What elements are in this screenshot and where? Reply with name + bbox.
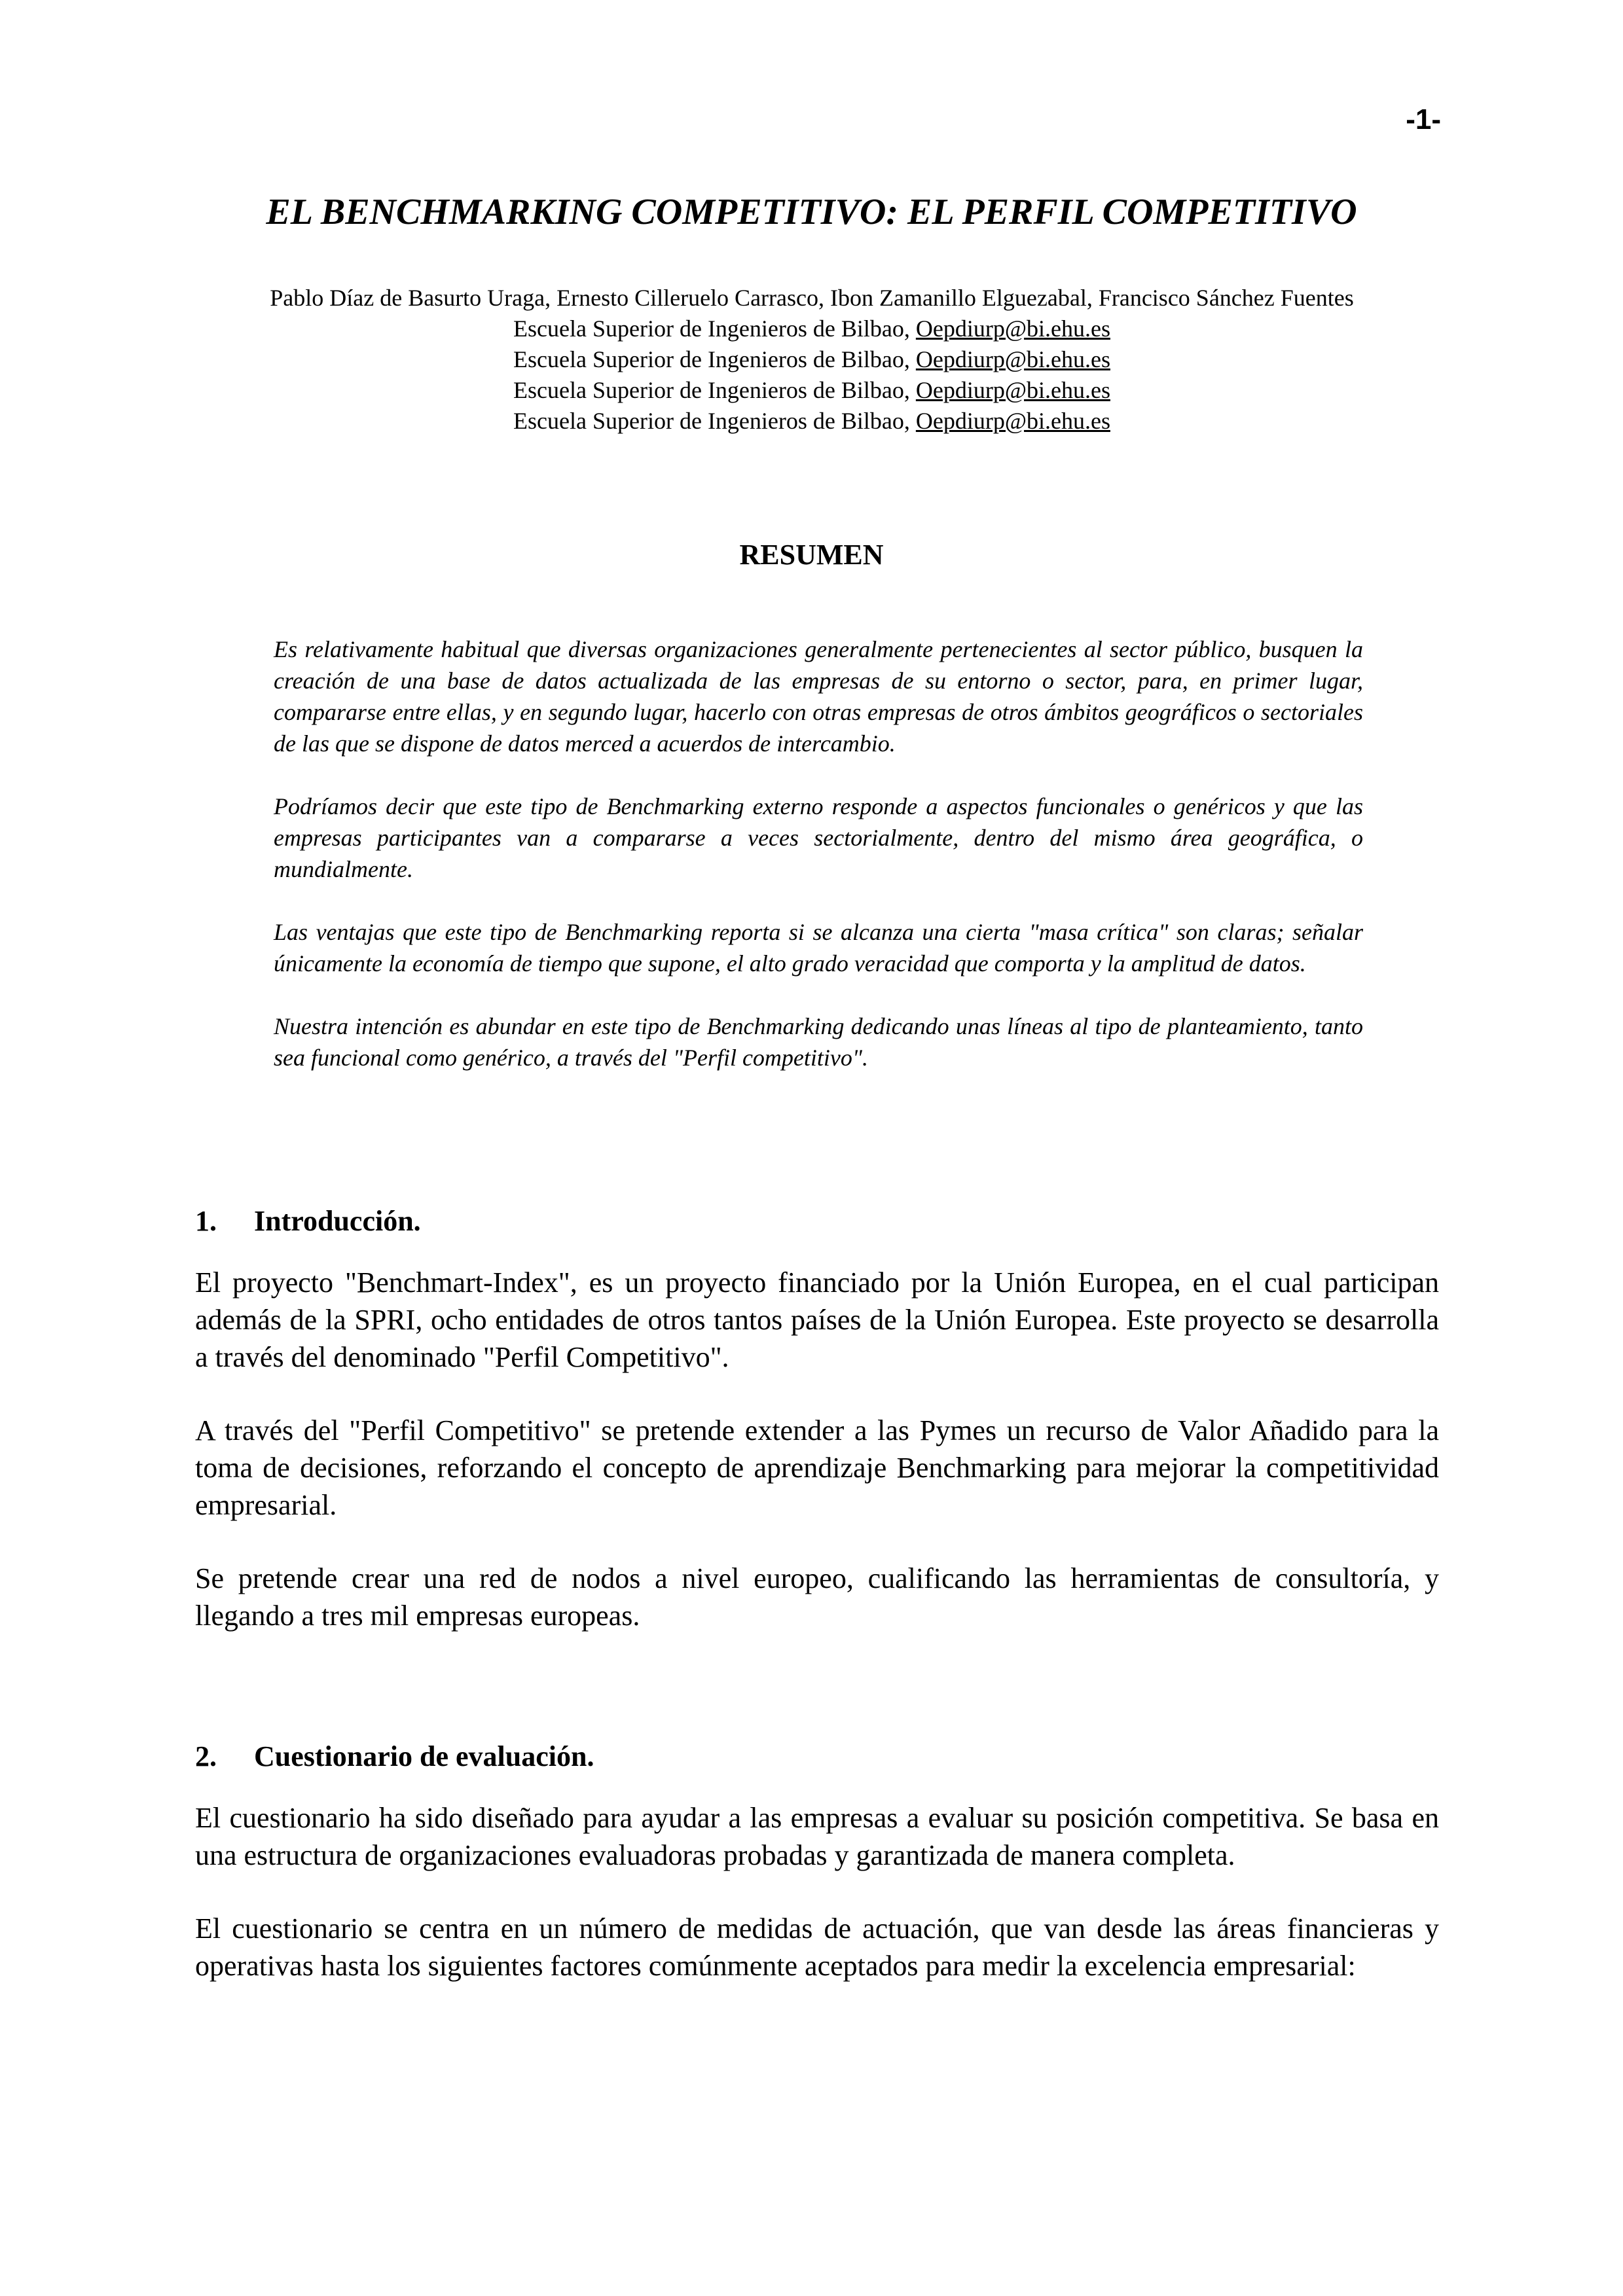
affiliation-institution: Escuela Superior de Ingenieros de Bilbao, [513, 377, 910, 403]
author-list: Pablo Díaz de Basurto Uraga, Ernesto Cilleruelo Carrasco, Ibon Zamanillo Elguezabal, Francisco Sánchez Fuentes [270, 285, 1354, 311]
affiliation-email-link[interactable]: Oepdiurp@bi.ehu.es [915, 408, 1110, 434]
authors-block [223, 283, 1401, 437]
affiliation-line [223, 406, 1401, 437]
body-paragraph: A través del "Perfil Competitivo" se pretende extender a las Pymes un recurso de Valor Añadido para la toma de decisiones, reforzando el concepto de aprendizaje Benchmarking para mejorar la competitividad empresarial. [195, 1414, 1439, 1521]
affiliation-institution: Escuela Superior de Ingenieros de Bilbao, [513, 408, 910, 434]
affiliation-institution: Escuela Superior de Ingenieros de Bilbao, [513, 315, 910, 342]
affiliation-line [223, 375, 1401, 406]
affiliation-email-link[interactable]: Oepdiurp@bi.ehu.es [915, 346, 1110, 372]
page-number: -1- [1406, 103, 1441, 135]
body-paragraph: El proyecto "Benchmart-Index", es un proyecto financiado por la Unión Europea, en el cual participan además de la SPRI, ocho entidades de otros tantos países de la Unión Europea. Este proyecto se desarrolla a través del denominado "Perfil Competitivo". [195, 1266, 1439, 1373]
affiliation-institution: Escuela Superior de Ingenieros de Bilbao, [513, 346, 910, 372]
section-heading [195, 1204, 1439, 1238]
body-paragraph: Se pretende crear una red de nodos a nivel europeo, cualificando las herramientas de consultoría, y llegando a tres mil empresas europeas. [195, 1562, 1439, 1632]
abstract-paragraph: Es relativamente habitual que diversas organizaciones generalmente pertenecientes al sector público, busquen la creación de una base de datos actualizada de las empresas de su entorno o sector, para, en primer lugar, compararse entre ellas, y en segundo lugar, hacerlo con otras empresas de otros ámbitos geográficos o sectoriales de las que se dispone de datos merced a acuerdos de intercambio. [274, 636, 1363, 757]
abstract-paragraph: Las ventajas que este tipo de Benchmarking reporta si se alcanza una cierta "masa crítica" son claras; señalar únicamente la economía de tiempo que supone, el alto grado veracidad que comporta y la amplitud de datos. [274, 919, 1363, 977]
section-title: Cuestionario de evaluación. [254, 1740, 594, 1772]
section-heading [195, 1740, 1439, 1773]
section-number: 2. [195, 1740, 217, 1772]
abstract-paragraph: Nuestra intención es abundar en este tipo de Benchmarking dedicando unas líneas al tipo de planteamiento, tanto sea funcional como genérico, a través del "Perfil competitivo". [274, 1013, 1363, 1071]
abstract-paragraph: Podríamos decir que este tipo de Benchmarking externo responde a aspectos funcionales o genéricos y que las empresas participantes van a compararse a veces sectorialmente, dentro del mismo área geográfica, o mundialmente. [274, 793, 1363, 882]
section-title: Introducción. [254, 1205, 421, 1237]
affiliation-line [223, 344, 1401, 375]
affiliation-email-link[interactable]: Oepdiurp@bi.ehu.es [915, 315, 1110, 342]
abstract-body [274, 634, 1363, 1105]
affiliation-email-link[interactable]: Oepdiurp@bi.ehu.es [915, 377, 1110, 403]
section-cuestionario [195, 1740, 1439, 2020]
abstract-heading: RESUMEN [739, 539, 884, 571]
section-introduccion [195, 1204, 1439, 1670]
body-paragraph: El cuestionario se centra en un número de medidas de actuación, que van desde las áreas financieras y operativas hasta los siguientes factores comúnmente aceptados para medir la excelencia empresarial: [195, 1912, 1439, 1982]
section-number: 1. [195, 1205, 217, 1237]
paper-title: EL BENCHMARKING COMPETITIVO: EL PERFIL COMPETITIVO [266, 192, 1357, 232]
body-paragraph: El cuestionario ha sido diseñado para ayudar a las empresas a evaluar su posición competitiva. Se basa en una estructura de organizaciones evaluadoras probadas y garantizada de manera completa. [195, 1802, 1439, 1871]
affiliation-line [223, 314, 1401, 344]
